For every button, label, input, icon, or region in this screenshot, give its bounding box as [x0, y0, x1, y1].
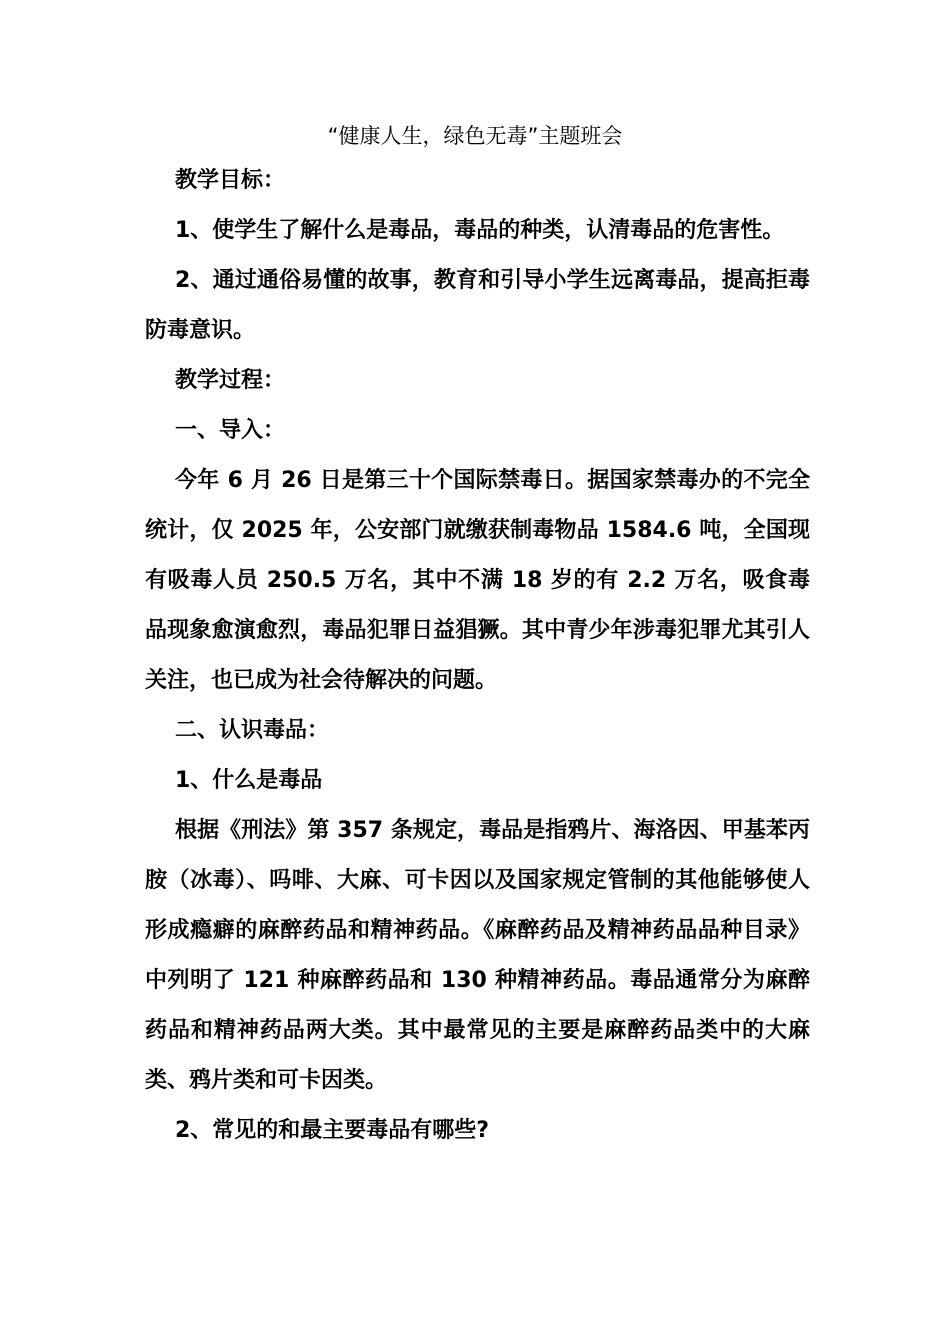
paragraph-section-intro-heading: 一、导入：: [175, 418, 286, 443]
paragraph-goal-1: 1、使学生了解什么是毒品，毒品的种类，认清毒品的危害性。: [175, 218, 785, 243]
paragraph-goal-2: 2、通过通俗易懂的故事，教育和引导小学生远离毒品，提高拒毒防毒意识。: [145, 268, 810, 343]
paragraph-intro-text: 今年 6 月 26 日是第三十个国际禁毒日。据国家禁毒办的不完全统计，仅 2025 年，公安部门就缴获制毒物品 1584.6 吨，全国现有吸毒人员 250.5 万名，其中不满 18 岁的有 2.2 万名，吸食毒品现象愈演愈烈，毒品犯罪日益猖獗。其中青少年涉毒犯罪尤其引人关注，也已成为社会待解决的问题。: [145, 468, 810, 693]
paragraph-teaching-goals-heading: 教学目标：: [175, 168, 286, 193]
document-body: [145, 156, 810, 1156]
document-title: “健康人生，绿色无毒”主题班会: [327, 124, 623, 148]
paragraph-teaching-process-heading: 教学过程：: [175, 368, 286, 393]
paragraph-section-know-drugs-heading: 二、认识毒品：: [175, 718, 330, 743]
paragraph-drug-definition: 根据《刑法》第 357 条规定，毒品是指鸦片、海洛因、甲基苯丙胺（冰毒）、吗啡、大麻、可卡因以及国家规定管制的其他能够使人形成瘾癖的麻醉药品和精神药品。《麻醉药品及精神药品品种目录》中列明了 121 种麻醉药品和 130 种精神药品。毒品通常分为麻醉药品和精神药品两大类。其中最常见的主要是麻醉药品类中的大麻类、鸦片类和可卡因类。: [145, 818, 810, 1093]
paragraph-common-drugs-heading: 2、常见的和最主要毒品有哪些?: [175, 1118, 490, 1143]
paragraph-what-is-drug-heading: 1、什么是毒品: [175, 768, 323, 793]
